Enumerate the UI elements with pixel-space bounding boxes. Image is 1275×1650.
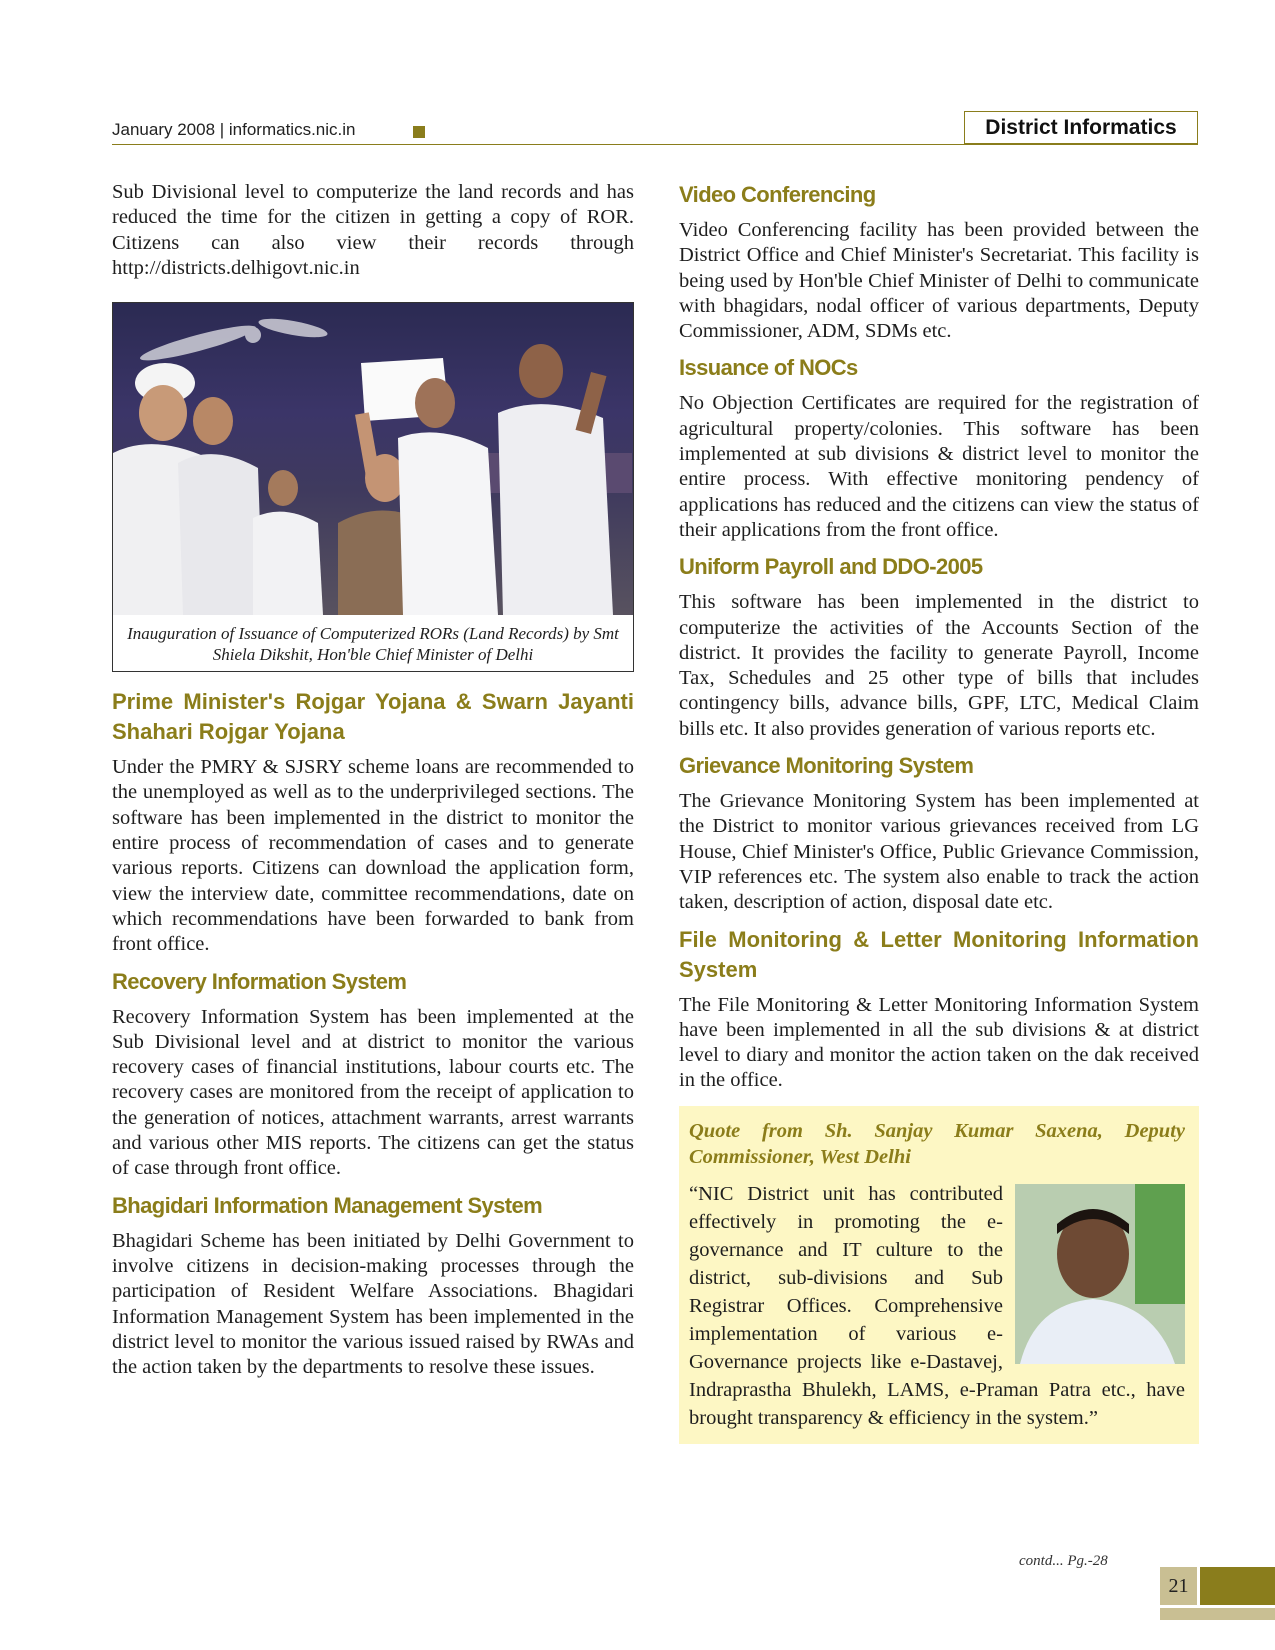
deputy-commissioner-portrait xyxy=(1015,1184,1185,1364)
quote-box xyxy=(679,1106,1199,1444)
section-body-recovery: Recovery Information System has been implemented at the Sub Divisional level and at district to monitor the various recovery cases of financial institutions, labour courts etc. The recovery cases are monitored from the receipt of application to the generation of notices, attachment warrants, arrest warrants and various other MIS reports. The citizens can get the status of case through front office. xyxy=(112,1005,634,1180)
right-column xyxy=(679,180,1199,1444)
section-body-grievance: The Grievance Monitoring System has been implemented at the District to monitor various grievances received from LG House, Chief Minister's Office, Public Grievance Commission, VIP references etc. The system also enable to track the action taken, description of action, disposal date etc. xyxy=(679,790,1199,914)
photo-figure xyxy=(112,302,634,672)
section-heading-grievance: Grievance Monitoring System xyxy=(679,753,974,779)
photo-caption: Inauguration of Issuance of Computerized RORs (Land Records) by Smt Shiela Dikshit, Hon'ble Chief Minister of Delhi xyxy=(127,624,619,665)
section-heading-payroll: Uniform Payroll and DDO-2005 xyxy=(679,554,983,580)
section-heading-video-conferencing: Video Conferencing xyxy=(679,182,876,207)
portrait-illustration xyxy=(1015,1184,1185,1364)
page-number: 21 xyxy=(1160,1567,1197,1605)
header-section-title: District Informatics xyxy=(964,111,1198,144)
header-publication-date: January 2008 | informatics.nic.in xyxy=(112,120,356,139)
section-body-pmry: Under the PMRY & SJSRY scheme loans are recommended to the unemployed as well as to the underprivileged sections. The software has been implemented in the district to monitor the entire process of recommendation of cases and to generate various reports. Citizens can download the application form, view the interview date, committee recommendations, date on which recommendations have been forwarded to bank from front office. xyxy=(112,756,634,956)
left-column xyxy=(112,180,634,1389)
section-heading-bhagidari: Bhagidari Information Management System xyxy=(112,1192,543,1218)
section-body-file-monitoring: The File Monitoring & Letter Monitoring Information System have been implemented in all the sub divisions & at district level to diary and monitor the action taken on the dak received in the office. xyxy=(679,993,1199,1092)
section-heading-pmry: Prime Minister's Rojgar Yojana & Swarn Jayanti Shahari Rojgar Yojana xyxy=(112,689,634,745)
inauguration-photo-illustration xyxy=(113,303,632,615)
quote-title: Quote from Sh. Sanjay Kumar Saxena, Deputy Commissioner, West Delhi xyxy=(689,1119,1185,1168)
inauguration-photo xyxy=(113,303,633,615)
section-heading-file-monitoring: File Monitoring & Letter Monitoring Information System xyxy=(679,926,1199,982)
section-body-payroll: This software has been implemented in the district to computerize the activities of the Accounts Section of the district. It provides the facility to generate Payroll, Income Tax, Schedules and 25 other type of bills that includes contingency bills, advance bills, GPF, LTC, Medical Claim bills etc. It also provides generation of various reports etc. xyxy=(679,591,1199,740)
section-body-video-conferencing: Video Conferencing facility has been provided between the District Office and Chief Minister's Secretariat. This facility is being used by Hon'ble Chief Minister of Delhi to communicate with bhagidars, nodal officer of various departments, Deputy Commissioner, ADM, SDMs etc. xyxy=(679,219,1199,343)
quote-text: “NIC District unit has contributed effectively in promoting the e-governance and IT culture to the district, sub-divisions and Sub Registrar Offices. Comprehensive implementation of various e-Governance projects like e-Dastavej, Indraprastha Bhulekh, LAMS, e-Praman Patra etc., have brought transparency & efficiency in the system.” xyxy=(689,1182,1185,1429)
continued-note: contd... Pg.-28 xyxy=(1019,1553,1108,1569)
section-body-nocs: No Objection Certificates are required for the registration of agricultural property/colonies. This software has been implemented at sub divisions & district level to monitor the entire process. With effective monitoring pendency of applications has reduced and the citizens can view the status of their applications from the front office. xyxy=(679,392,1199,541)
footer-bar-lower xyxy=(1160,1608,1275,1620)
section-heading-recovery: Recovery Information System xyxy=(112,968,407,994)
intro-paragraph: Sub Divisional level to computerize the land records and has reduced the time for the citizen in getting a copy of ROR. Citizens can also view their records through http://districts.delhigovt.nic.in xyxy=(112,181,634,279)
header-rule xyxy=(112,144,1198,145)
header-square-icon xyxy=(413,126,425,138)
section-body-bhagidari: Bhagidari Scheme has been initiated by Delhi Government to involve citizens in decision-making processes through the participation of Resident Welfare Associations. Bhagidari Information Management System has been implemented in the district level to monitor the various issued raised by RWAs and the action taken by the departments to resolve these issues. xyxy=(112,1229,634,1379)
footer-bar xyxy=(1200,1567,1275,1605)
section-heading-nocs: Issuance of NOCs xyxy=(679,355,858,381)
